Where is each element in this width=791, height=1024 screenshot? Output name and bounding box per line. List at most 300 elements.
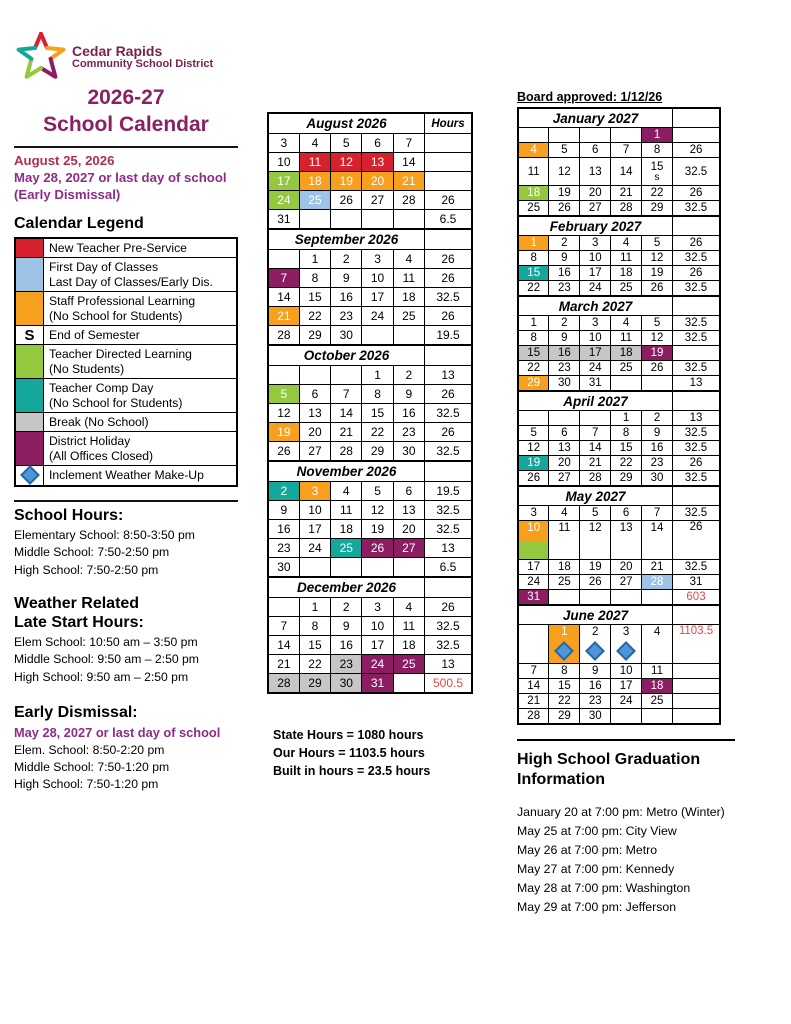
graduation-event-list: [517, 803, 777, 917]
hours-cell: 26: [673, 143, 721, 158]
day-cell: 23: [268, 539, 299, 558]
day-cell: 12: [549, 158, 580, 186]
hours-cell: 32.5: [673, 506, 721, 521]
day-cell: 11: [518, 158, 549, 186]
hours-column-header: [425, 229, 473, 250]
day-cell: 25: [518, 201, 549, 217]
month-title: June 2027: [518, 605, 673, 625]
day-cell: 23: [331, 307, 362, 326]
day-cell: 28: [518, 709, 549, 725]
day-cell: 1: [362, 366, 393, 385]
month-title: May 2027: [518, 486, 673, 506]
hours-cell: [673, 694, 721, 709]
day-cell: 17: [268, 172, 299, 191]
month-title: April 2027: [518, 391, 673, 411]
day-cell: 2: [549, 236, 580, 251]
day-cell: 22: [362, 423, 393, 442]
day-cell: 6: [393, 482, 424, 501]
calendar-2027-tables: [517, 107, 721, 725]
day-cell: 14: [268, 636, 299, 655]
day-cell: 8: [549, 664, 580, 679]
day-cell: 4: [611, 316, 642, 331]
day-cell: 5: [642, 316, 673, 331]
legend-item-label: Staff Professional Learning (No School for Students): [44, 292, 238, 326]
day-cell: 29: [518, 376, 549, 392]
legend-swatch: [15, 466, 44, 486]
late-start-line: High School: 9:50 am – 2:50 pm: [14, 669, 189, 684]
day-cell: 26: [580, 575, 611, 590]
day-cell: 9: [580, 664, 611, 679]
day-cell: 28: [642, 575, 673, 590]
hours-cell: 13: [673, 376, 721, 392]
day-cell: 31: [362, 674, 393, 694]
graduation-event: May 25 at 7:00 pm: City View: [517, 824, 677, 839]
day-cell: 2: [393, 366, 424, 385]
day-cell: 19: [642, 346, 673, 361]
day-cell: 19: [549, 186, 580, 201]
day-cell: 15: [611, 441, 642, 456]
day-cell: 24: [611, 694, 642, 709]
day-cell: 26: [362, 539, 393, 558]
hours-cell: 31: [673, 575, 721, 590]
day-cell: [268, 598, 299, 617]
day-cell: 22: [611, 456, 642, 471]
day-cell: 5: [580, 506, 611, 521]
day-cell: 16: [393, 404, 424, 423]
graduation-event: May 26 at 7:00 pm: Metro: [517, 843, 658, 858]
day-cell: 16: [642, 441, 673, 456]
day-cell: [642, 709, 673, 725]
day-cell: 7: [268, 269, 299, 288]
day-cell: 5: [642, 236, 673, 251]
legend-item-label: Teacher Directed Learning (No Students): [44, 345, 238, 379]
month-title: August 2026: [268, 113, 425, 134]
district-name-line1: Cedar Rapids: [72, 43, 163, 59]
day-cell: [268, 250, 299, 269]
day-cell: 17: [362, 636, 393, 655]
hours-cell: 32.5: [673, 251, 721, 266]
day-cell: 18: [611, 266, 642, 281]
day-cell: 27: [611, 575, 642, 590]
hours-cell: 1103.5: [673, 625, 721, 664]
day-cell: 1: [299, 598, 330, 617]
day-cell: 20: [580, 186, 611, 201]
month-title: January 2027: [518, 108, 673, 128]
day-cell: 1: [642, 128, 673, 143]
day-cell: 27: [549, 471, 580, 487]
hours-cell: 26: [425, 191, 473, 210]
day-cell: 21: [268, 655, 299, 674]
day-cell: 11: [549, 521, 580, 560]
day-cell: 26: [549, 201, 580, 217]
day-cell: [549, 590, 580, 606]
hours-cell: [425, 172, 473, 191]
hours-cell: 26: [425, 423, 473, 442]
day-cell: 8: [362, 385, 393, 404]
day-cell: 2: [549, 316, 580, 331]
day-cell: 23: [580, 694, 611, 709]
day-cell: 3: [611, 625, 642, 664]
day-cell: 16: [331, 288, 362, 307]
day-cell: [331, 366, 362, 385]
early-dismissal-date: May 28, 2027 or last day of school: [14, 724, 221, 740]
day-cell: 18: [331, 520, 362, 539]
graduation-event: May 27 at 7:00 pm: Kennedy: [517, 862, 675, 877]
day-cell: 6: [549, 426, 580, 441]
day-cell: [299, 210, 330, 230]
day-cell: 25: [299, 191, 330, 210]
day-cell: 16: [268, 520, 299, 539]
calendar-2026-column: [267, 112, 473, 694]
day-cell: 26: [331, 191, 362, 210]
day-cell: 9: [642, 426, 673, 441]
day-cell: 12: [362, 501, 393, 520]
day-cell: 14: [518, 679, 549, 694]
day-cell: 13: [611, 521, 642, 560]
day-cell: 3: [518, 506, 549, 521]
day-cell: 5: [362, 482, 393, 501]
day-cell: 22: [518, 361, 549, 376]
day-cell: 4: [299, 134, 330, 153]
day-cell: [611, 709, 642, 725]
day-cell: 3: [268, 134, 299, 153]
district-logo-star-icon: [14, 32, 68, 80]
inclement-weather-diamond-icon: [585, 641, 605, 661]
day-cell: 26: [268, 442, 299, 462]
hours-cell: 32.5: [425, 501, 473, 520]
legend-title: Calendar Legend: [14, 215, 144, 233]
day-cell: [299, 366, 330, 385]
hours-cell: 32.5: [425, 617, 473, 636]
day-cell: 19: [362, 520, 393, 539]
day-cell: 1: [549, 625, 580, 664]
day-cell: [611, 128, 642, 143]
day-cell: 20: [611, 560, 642, 575]
hours-cell: 32.5: [673, 426, 721, 441]
hours-cell: 32.5: [673, 361, 721, 376]
day-cell: 11: [331, 501, 362, 520]
graduation-title: High School Graduation Information: [517, 751, 701, 788]
day-cell: 22: [549, 694, 580, 709]
day-cell: 10: [580, 331, 611, 346]
school-year-dates: [14, 152, 238, 203]
built-in-hours: Built in hours = 23.5 hours: [273, 764, 431, 779]
day-cell: 5: [268, 385, 299, 404]
hours-cell: [673, 346, 721, 361]
day-cell: [611, 376, 642, 392]
day-cell: 7: [580, 426, 611, 441]
day-cell: 15: [299, 288, 330, 307]
school-hours-line: High School: 7:50-2:50 pm: [14, 562, 159, 577]
day-cell: 4: [549, 506, 580, 521]
day-cell: 27: [580, 201, 611, 217]
day-cell: 30: [642, 471, 673, 487]
day-cell: 21: [642, 560, 673, 575]
legend-item-label: First Day of Classes Last Day of Classes/Early Dis.: [44, 258, 238, 292]
calendar-legend: [14, 237, 238, 486]
day-cell: 14: [611, 158, 642, 186]
day-cell: [580, 411, 611, 426]
day-cell: 20: [299, 423, 330, 442]
day-cell: 15: [549, 679, 580, 694]
day-cell: 19: [331, 172, 362, 191]
hours-cell: 32.5: [673, 201, 721, 217]
day-cell: 24: [268, 191, 299, 210]
day-cell: 11: [393, 269, 424, 288]
day-cell: [580, 128, 611, 143]
month-title: February 2027: [518, 216, 673, 236]
day-cell: 15: [518, 346, 549, 361]
day-cell: 30: [331, 674, 362, 694]
legend-swatch-orange: [15, 292, 44, 326]
day-cell: 10: [299, 501, 330, 520]
day-cell: 7: [393, 134, 424, 153]
day-cell: 18: [611, 346, 642, 361]
day-cell: 8: [518, 251, 549, 266]
day-cell: [362, 210, 393, 230]
hours-cell: 32.5: [673, 158, 721, 186]
day-cell: 23: [549, 361, 580, 376]
day-cell: [393, 674, 424, 694]
day-cell: 16: [580, 679, 611, 694]
day-cell: 19: [518, 456, 549, 471]
day-cell: 15 s: [642, 158, 673, 186]
day-cell: 21: [331, 423, 362, 442]
late-start-title: [14, 595, 238, 633]
hours-cell: 32.5: [673, 316, 721, 331]
hours-column-header: [425, 461, 473, 482]
school-hours-line: Elementary School: 8:50-3:50 pm: [14, 528, 195, 543]
day-cell: 21: [611, 186, 642, 201]
day-cell: 24: [518, 575, 549, 590]
day-cell: 1: [611, 411, 642, 426]
day-cell: 13: [580, 158, 611, 186]
school-hours-list: [14, 527, 238, 578]
day-cell: 28: [268, 326, 299, 346]
early-dismissal-title: Early Dismissal:: [14, 703, 138, 721]
day-cell: [549, 411, 580, 426]
month-title: October 2026: [268, 345, 425, 366]
day-cell: 25: [331, 539, 362, 558]
day-cell: 27: [362, 191, 393, 210]
day-cell: 24: [362, 307, 393, 326]
month-title: November 2026: [268, 461, 425, 482]
day-cell: 24: [362, 655, 393, 674]
day-cell: 14: [331, 404, 362, 423]
day-cell: [518, 411, 549, 426]
hours-cell: 32.5: [673, 441, 721, 456]
day-cell: 21: [268, 307, 299, 326]
day-cell: [611, 590, 642, 606]
title-divider: [14, 146, 238, 148]
day-cell: 30: [549, 376, 580, 392]
day-cell: 2: [331, 250, 362, 269]
day-cell: 5: [549, 143, 580, 158]
day-cell: 1: [518, 236, 549, 251]
day-cell: 17: [580, 346, 611, 361]
day-cell: 16: [549, 346, 580, 361]
day-cell: 13: [393, 501, 424, 520]
day-cell: 20: [393, 520, 424, 539]
day-cell: 7: [611, 143, 642, 158]
hours-cell: [673, 128, 721, 143]
month-title: March 2027: [518, 296, 673, 316]
day-cell: 8: [518, 331, 549, 346]
day-cell: 15: [518, 266, 549, 281]
day-cell: 29: [299, 674, 330, 694]
day-cell: 3: [362, 250, 393, 269]
day-cell: 8: [611, 426, 642, 441]
day-cell: 1: [299, 250, 330, 269]
hours-cell: [673, 709, 721, 725]
day-cell: 11: [299, 153, 330, 172]
late-start-title-line1: Weather Related: [14, 594, 140, 612]
day-cell: [393, 326, 424, 346]
day-cell: 26: [642, 361, 673, 376]
calendar-title: School Calendar: [43, 113, 209, 137]
day-cell: 25: [611, 361, 642, 376]
day-cell: 3: [299, 482, 330, 501]
hours-column-header: [673, 216, 721, 236]
day-cell: 30: [331, 326, 362, 346]
day-cell: 19: [642, 266, 673, 281]
inclement-weather-diamond-icon: [20, 465, 40, 485]
day-cell: 14: [580, 441, 611, 456]
day-cell: [580, 590, 611, 606]
day-cell: [299, 558, 330, 578]
legend-item-label: Inclement Weather Make-Up: [44, 466, 238, 486]
day-cell: 26: [518, 471, 549, 487]
day-cell: 24: [299, 539, 330, 558]
day-cell: [518, 128, 549, 143]
day-cell: 6: [580, 143, 611, 158]
day-cell: 2: [331, 598, 362, 617]
day-cell: 14: [393, 153, 424, 172]
legend-table: [14, 237, 238, 486]
day-cell: 17: [518, 560, 549, 575]
inclement-weather-diamond-icon: [554, 641, 574, 661]
last-day-date: May 28, 2027 or last day of school: [14, 169, 227, 185]
day-cell: [331, 210, 362, 230]
day-cell: 2: [580, 625, 611, 664]
day-cell: 25: [393, 307, 424, 326]
our-hours: Our Hours = 1103.5 hours: [273, 746, 425, 761]
graduation-event: May 29 at 7:00 pm: Jefferson: [517, 900, 677, 915]
hours-cell: [425, 153, 473, 172]
day-cell: 17: [580, 266, 611, 281]
day-cell: 14: [642, 521, 673, 560]
legend-swatch-red: [15, 238, 44, 258]
day-cell: 23: [642, 456, 673, 471]
late-start-title-line2: Late Start Hours:: [14, 613, 144, 631]
hours-cell: 32.5: [673, 331, 721, 346]
hours-cell: 26: [673, 521, 721, 560]
day-cell: 20: [549, 456, 580, 471]
hours-cell: 26: [425, 307, 473, 326]
day-cell: 28: [268, 674, 299, 694]
hours-cell: [425, 134, 473, 153]
hours-cell: 32.5: [673, 471, 721, 487]
hours-column-header: [425, 577, 473, 598]
day-cell: 13: [549, 441, 580, 456]
end-of-semester-swatch: S: [15, 326, 44, 345]
day-cell: 10: [580, 251, 611, 266]
month-title: December 2026: [268, 577, 425, 598]
legend-swatch-gray: [15, 412, 44, 431]
hours-column-header: [673, 296, 721, 316]
day-cell: 4: [611, 236, 642, 251]
legend-swatch-green: [15, 345, 44, 379]
hours-cell: 32.5: [673, 281, 721, 297]
legend-item-label: Teacher Comp Day (No School for Students): [44, 379, 238, 413]
day-cell: 6: [299, 385, 330, 404]
day-cell: 17: [611, 679, 642, 694]
day-cell: 25: [549, 575, 580, 590]
day-cell: 30: [268, 558, 299, 578]
legend-item-label: District Holiday (All Offices Closed): [44, 432, 238, 466]
hours-cell: 26: [425, 598, 473, 617]
hours-cell: 26: [425, 269, 473, 288]
day-cell: 24: [580, 281, 611, 297]
day-cell: 7: [642, 506, 673, 521]
day-cell: 9: [268, 501, 299, 520]
hours-cell: 26: [673, 266, 721, 281]
last-day-note: (Early Dismissal): [14, 186, 121, 202]
day-cell: 22: [518, 281, 549, 297]
hours-cell: 32.5: [425, 404, 473, 423]
day-cell: [393, 558, 424, 578]
day-cell: 29: [549, 709, 580, 725]
late-start-list: [14, 634, 238, 685]
day-cell: 29: [611, 471, 642, 487]
district-name-line2: Community School District: [72, 58, 214, 71]
hours-cell: 32.5: [425, 288, 473, 307]
district-logo: [14, 32, 238, 80]
day-cell: 31: [580, 376, 611, 392]
day-cell: 19: [580, 560, 611, 575]
calendar-2027-column: [517, 90, 725, 917]
day-cell: 20: [362, 172, 393, 191]
day-cell: [362, 558, 393, 578]
early-dismissal-line: Middle School: 7:50-1:20 pm: [14, 759, 170, 774]
legend-item-label: Break (No School): [44, 412, 238, 431]
day-cell: 9: [549, 331, 580, 346]
hours-cell: 26: [673, 236, 721, 251]
day-cell: [518, 625, 549, 664]
day-cell: 25: [642, 694, 673, 709]
hours-cell: 26: [673, 456, 721, 471]
day-cell: 13: [362, 153, 393, 172]
day-cell: 15: [299, 636, 330, 655]
day-cell: [331, 558, 362, 578]
day-cell: 12: [268, 404, 299, 423]
legend-swatch-lightblue: [15, 258, 44, 292]
day-cell: [362, 326, 393, 346]
day-cell: 23: [549, 281, 580, 297]
day-cell: 1: [518, 316, 549, 331]
day-cell: 22: [299, 307, 330, 326]
hours-cell: [673, 664, 721, 679]
page-title: [14, 84, 238, 139]
early-dismissal-line: Elem. School: 8:50-2:20 pm: [14, 742, 165, 757]
left-panel: [14, 32, 238, 793]
graduation-event: January 20 at 7:00 pm: Metro (Winter): [517, 805, 725, 819]
hours-cell: 13: [425, 366, 473, 385]
day-cell: 24: [580, 361, 611, 376]
hours-cell: 19.5: [425, 482, 473, 501]
day-cell: 11: [611, 251, 642, 266]
school-hours-title: School Hours:: [14, 506, 124, 524]
